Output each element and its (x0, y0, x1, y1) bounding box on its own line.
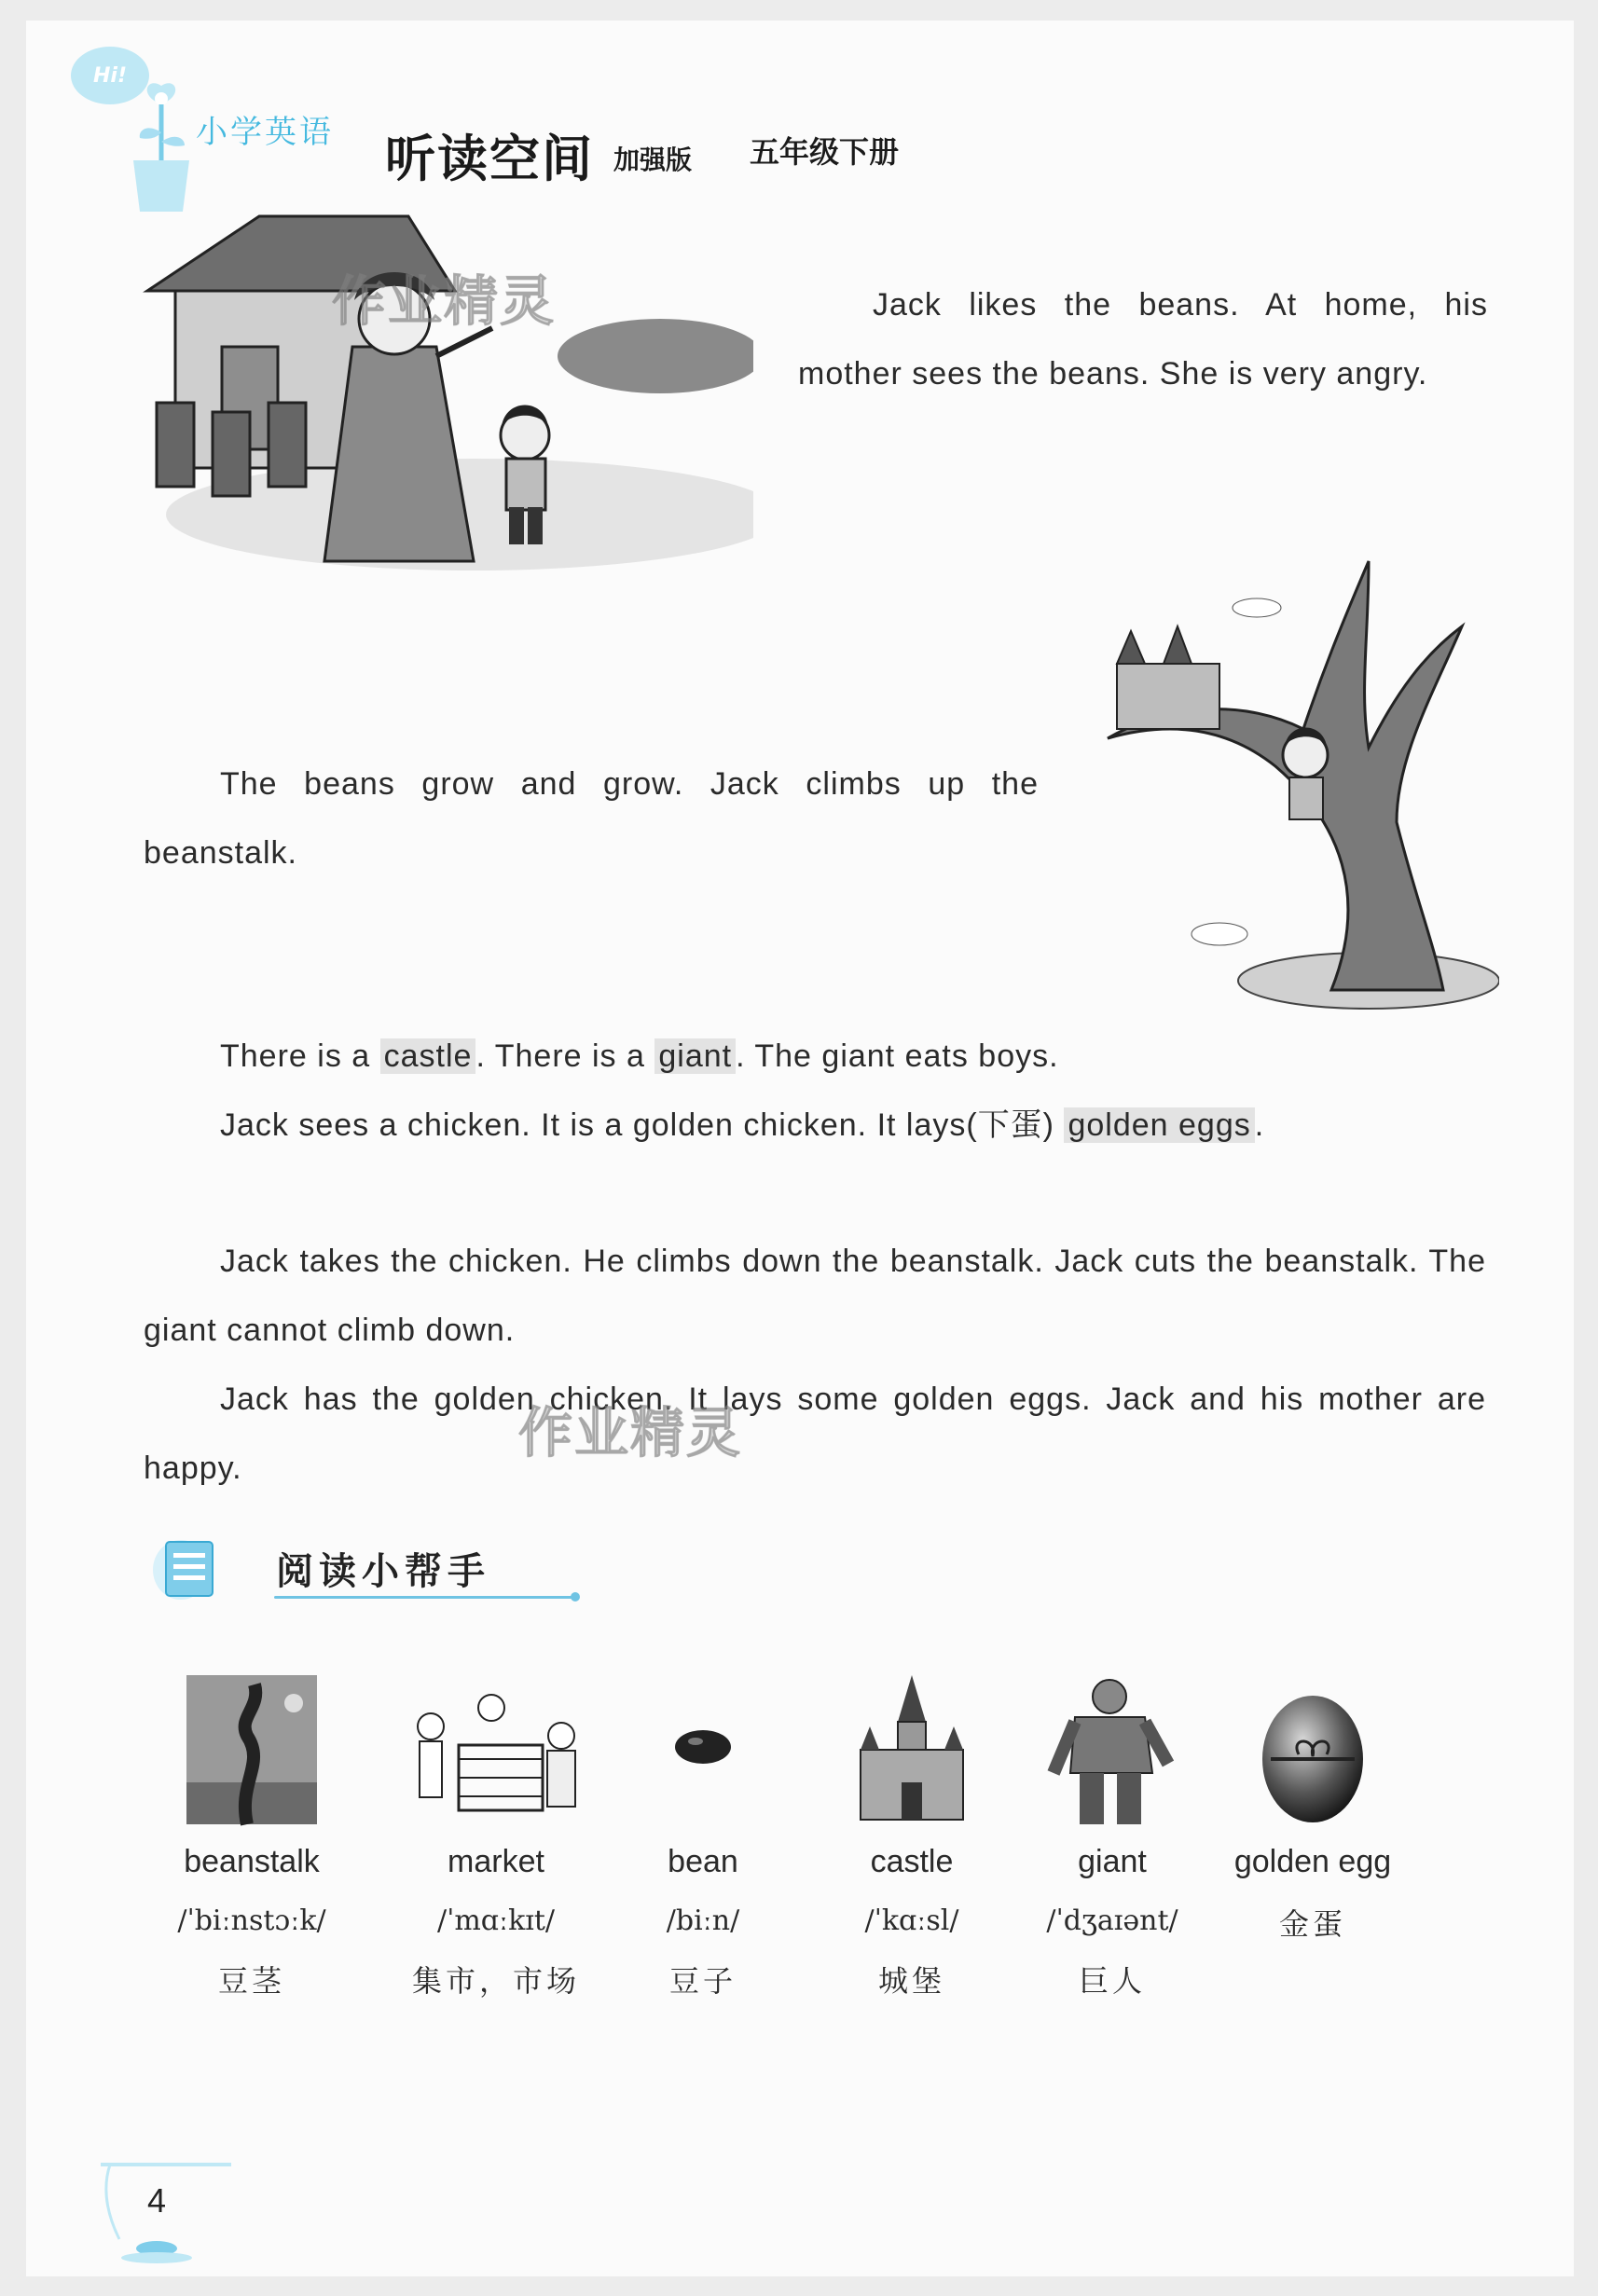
text-run: There is a (220, 1038, 380, 1074)
story-paragraph-3 (144, 1022, 1486, 1091)
story-paragraph-1: Jack likes the beans. At home, his mother sees the beans. She is very angry. (798, 287, 1488, 392)
story-paragraph-4 (144, 1091, 1486, 1160)
vocab-meaning: 金蛋 (1278, 1906, 1346, 1942)
watermark: 作业精灵 (332, 269, 557, 333)
highlight-word-giant: giant (654, 1038, 736, 1074)
text-run: . There is a (475, 1038, 655, 1074)
vocab-meaning: 豆茎 (217, 1963, 285, 1999)
vocab-phonetic: /ˈdʒaɪənt/ (1046, 1904, 1178, 1937)
reading-helper-title: 阅读小帮手 (276, 1550, 490, 1593)
market-picture (403, 1670, 589, 1829)
vocab-word: castle (870, 1844, 954, 1879)
text-run: . The giant eats boys. (736, 1038, 1059, 1074)
vocab-word: golden egg (1233, 1844, 1392, 1879)
vocab-item-castle (837, 1670, 986, 2000)
vocab-meaning: 巨人 (1078, 1963, 1146, 1999)
vocab-item-market (403, 1670, 589, 2000)
vocab-word: giant (1078, 1844, 1147, 1879)
book-title: 听读空间 (385, 130, 594, 188)
vocab-meaning: 集市，市场 (411, 1963, 580, 1999)
vocab-phonetic: /biːn/ (666, 1904, 740, 1937)
story-paragraph-6: Jack has the golden chicken. It lays some golden eggs. Jack and his mother are happy. (144, 1382, 1486, 1486)
vocab-item-golden-egg (1210, 1670, 1415, 1944)
highlight-word-castle: castle (380, 1038, 476, 1074)
beanstalk-climbing-illustration (1089, 543, 1499, 1018)
vocab-item-giant (1033, 1670, 1192, 2000)
bean-picture (647, 1670, 759, 1829)
vocab-item-bean (647, 1670, 759, 2000)
page-number: 4 (147, 2181, 167, 2220)
vocab-word: bean (668, 1844, 738, 1879)
giant-picture (1042, 1670, 1182, 1829)
vocab-phonetic: /ˈmɑːkɪt/ (436, 1904, 556, 1937)
workbook-page (26, 21, 1574, 2276)
flower-pot-icon (119, 76, 203, 216)
book-icon (153, 1533, 227, 1605)
story-paragraph-2: The beans grow and grow. Jack climbs up the beanstalk. (144, 766, 1039, 871)
vocab-meaning: 城堡 (877, 1963, 945, 1999)
text-run: . (1254, 1107, 1265, 1143)
watermark: 作业精灵 (518, 1401, 743, 1464)
divider (274, 1596, 574, 1599)
vocab-word: beanstalk (184, 1844, 320, 1879)
castle-picture (842, 1670, 982, 1829)
highlight-word-golden-eggs: golden eggs (1064, 1107, 1254, 1143)
series-name: 小学英语 (196, 114, 334, 151)
beanstalk-picture (182, 1670, 322, 1829)
vocab-phonetic: /ˈkɑːsl/ (864, 1904, 959, 1937)
vocab-meaning: 豆子 (668, 1963, 737, 1999)
reading-helper-heading (153, 1533, 582, 1607)
story-paragraph-5: Jack takes the chicken. He climbs down the beanstalk. Jack cuts the beanstalk. The giant cannot climb down. (144, 1244, 1486, 1348)
text-run: Jack sees a chicken. It is a golden chicken. It lays(下蛋) (220, 1107, 1065, 1143)
book-edition: 加强版 (613, 144, 693, 175)
vocab-word: market (448, 1844, 544, 1879)
golden-egg-picture (1243, 1670, 1383, 1829)
vocab-phonetic: /ˈbiːnstɔːk/ (177, 1904, 326, 1937)
divider-dot (571, 1592, 580, 1602)
vocab-item-beanstalk (177, 1670, 326, 2000)
book-grade: 五年级下册 (750, 134, 900, 170)
hi-bubble: Hi! (71, 47, 149, 104)
